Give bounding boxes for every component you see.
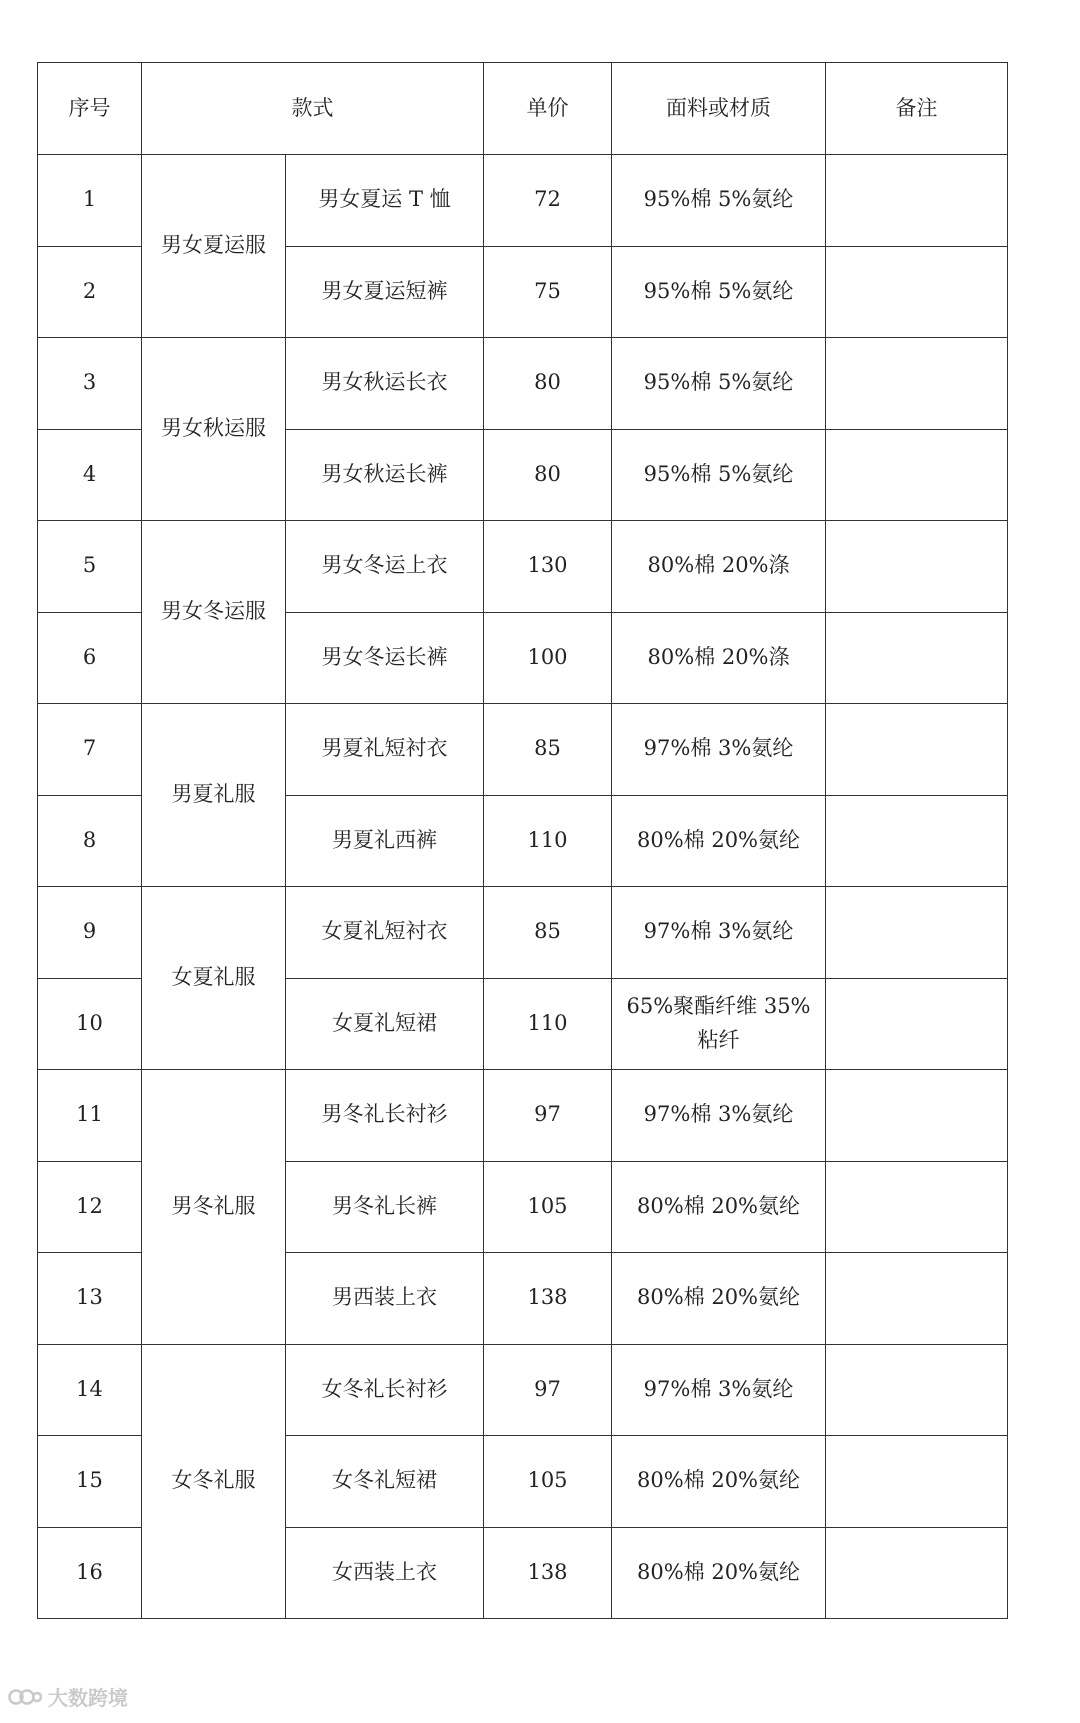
price-cell: 105 xyxy=(484,1436,612,1528)
table-body xyxy=(38,155,1008,1619)
note-cell xyxy=(826,1527,1008,1619)
note-cell xyxy=(826,795,1008,887)
price-cell: 85 xyxy=(484,704,612,796)
watermark-text: 大数跨境 xyxy=(48,1686,128,1710)
price-cell: 138 xyxy=(484,1527,612,1619)
table-row xyxy=(38,155,1008,247)
price-cell: 72 xyxy=(484,155,612,247)
seq-cell: 14 xyxy=(38,1344,142,1436)
seq-cell: 11 xyxy=(38,1070,142,1162)
group-cell: 女夏礼服 xyxy=(142,887,286,1070)
item-cell: 女冬礼长衬衫 xyxy=(286,1344,484,1436)
seq-cell: 3 xyxy=(38,338,142,430)
note-cell xyxy=(826,521,1008,613)
seq-cell: 10 xyxy=(38,978,142,1070)
group-cell: 男女夏运服 xyxy=(142,155,286,338)
price-cell: 138 xyxy=(484,1253,612,1345)
header-seq: 序号 xyxy=(38,63,142,155)
note-cell xyxy=(826,978,1008,1070)
price-cell: 75 xyxy=(484,246,612,338)
seq-cell: 2 xyxy=(38,246,142,338)
price-cell: 85 xyxy=(484,887,612,979)
item-cell: 女冬礼短裙 xyxy=(286,1436,484,1528)
item-cell: 男冬礼长衬衫 xyxy=(286,1070,484,1162)
seq-cell: 5 xyxy=(38,521,142,613)
header-fabric: 面料或材质 xyxy=(612,63,826,155)
note-cell xyxy=(826,1253,1008,1345)
group-cell: 男女秋运服 xyxy=(142,338,286,521)
price-cell: 97 xyxy=(484,1070,612,1162)
table-row xyxy=(38,338,1008,430)
fabric-cell: 80%棉 20%涤 xyxy=(612,521,826,613)
fabric-cell: 80%棉 20%氨纶 xyxy=(612,1253,826,1345)
price-cell: 110 xyxy=(484,795,612,887)
fabric-cell: 95%棉 5%氨纶 xyxy=(612,246,826,338)
fabric-cell: 97%棉 3%氨纶 xyxy=(612,704,826,796)
fabric-cell: 80%棉 20%氨纶 xyxy=(612,1161,826,1253)
fabric-cell: 80%棉 20%氨纶 xyxy=(612,1527,826,1619)
fabric-cell: 95%棉 5%氨纶 xyxy=(612,155,826,247)
price-cell: 100 xyxy=(484,612,612,704)
item-cell: 男女秋运长衣 xyxy=(286,338,484,430)
item-cell: 男西装上衣 xyxy=(286,1253,484,1345)
header-price: 单价 xyxy=(484,63,612,155)
seq-cell: 6 xyxy=(38,612,142,704)
price-cell: 130 xyxy=(484,521,612,613)
item-cell: 男女冬运长裤 xyxy=(286,612,484,704)
fabric-cell: 95%棉 5%氨纶 xyxy=(612,338,826,430)
fabric-cell: 80%棉 20%涤 xyxy=(612,612,826,704)
seq-cell: 1 xyxy=(38,155,142,247)
item-cell: 男女冬运上衣 xyxy=(286,521,484,613)
note-cell xyxy=(826,1161,1008,1253)
group-cell: 女冬礼服 xyxy=(142,1344,286,1619)
note-cell xyxy=(826,704,1008,796)
dashuju-logo-icon xyxy=(8,1686,42,1708)
seq-cell: 12 xyxy=(38,1161,142,1253)
table-row xyxy=(38,887,1008,979)
seq-cell: 4 xyxy=(38,429,142,521)
item-cell: 男夏礼西裤 xyxy=(286,795,484,887)
header-note: 备注 xyxy=(826,63,1008,155)
item-cell: 男女夏运 T 恤 xyxy=(286,155,484,247)
group-cell: 男女冬运服 xyxy=(142,521,286,704)
item-cell: 女夏礼短裙 xyxy=(286,978,484,1070)
note-cell xyxy=(826,246,1008,338)
note-cell xyxy=(826,429,1008,521)
fabric-cell: 80%棉 20%氨纶 xyxy=(612,1436,826,1528)
item-cell: 男夏礼短衬衣 xyxy=(286,704,484,796)
price-table xyxy=(37,62,1008,1619)
seq-cell: 13 xyxy=(38,1253,142,1345)
watermark xyxy=(8,1682,128,1711)
seq-cell: 7 xyxy=(38,704,142,796)
item-cell: 男冬礼长裤 xyxy=(286,1161,484,1253)
price-cell: 80 xyxy=(484,338,612,430)
fabric-cell: 97%棉 3%氨纶 xyxy=(612,887,826,979)
table-row xyxy=(38,1070,1008,1162)
fabric-cell: 80%棉 20%氨纶 xyxy=(612,795,826,887)
table-row xyxy=(38,704,1008,796)
table-row xyxy=(38,1344,1008,1436)
seq-cell: 15 xyxy=(38,1436,142,1528)
fabric-cell: 65%聚酯纤维 35%粘纤 xyxy=(612,978,826,1070)
note-cell xyxy=(826,338,1008,430)
seq-cell: 9 xyxy=(38,887,142,979)
item-cell: 女夏礼短衬衣 xyxy=(286,887,484,979)
table-header xyxy=(38,63,1008,155)
group-cell: 男夏礼服 xyxy=(142,704,286,887)
note-cell xyxy=(826,612,1008,704)
price-cell: 105 xyxy=(484,1161,612,1253)
table-row xyxy=(38,521,1008,613)
price-cell: 97 xyxy=(484,1344,612,1436)
item-cell: 女西装上衣 xyxy=(286,1527,484,1619)
header-style: 款式 xyxy=(142,63,484,155)
fabric-cell: 97%棉 3%氨纶 xyxy=(612,1070,826,1162)
item-cell: 男女秋运长裤 xyxy=(286,429,484,521)
price-cell: 80 xyxy=(484,429,612,521)
note-cell xyxy=(826,1070,1008,1162)
seq-cell: 8 xyxy=(38,795,142,887)
note-cell xyxy=(826,1436,1008,1528)
item-cell: 男女夏运短裤 xyxy=(286,246,484,338)
seq-cell: 16 xyxy=(38,1527,142,1619)
note-cell xyxy=(826,1344,1008,1436)
note-cell xyxy=(826,887,1008,979)
note-cell xyxy=(826,155,1008,247)
price-cell: 110 xyxy=(484,978,612,1070)
fabric-cell: 95%棉 5%氨纶 xyxy=(612,429,826,521)
group-cell: 男冬礼服 xyxy=(142,1070,286,1345)
header-row xyxy=(38,63,1008,155)
fabric-cell: 97%棉 3%氨纶 xyxy=(612,1344,826,1436)
